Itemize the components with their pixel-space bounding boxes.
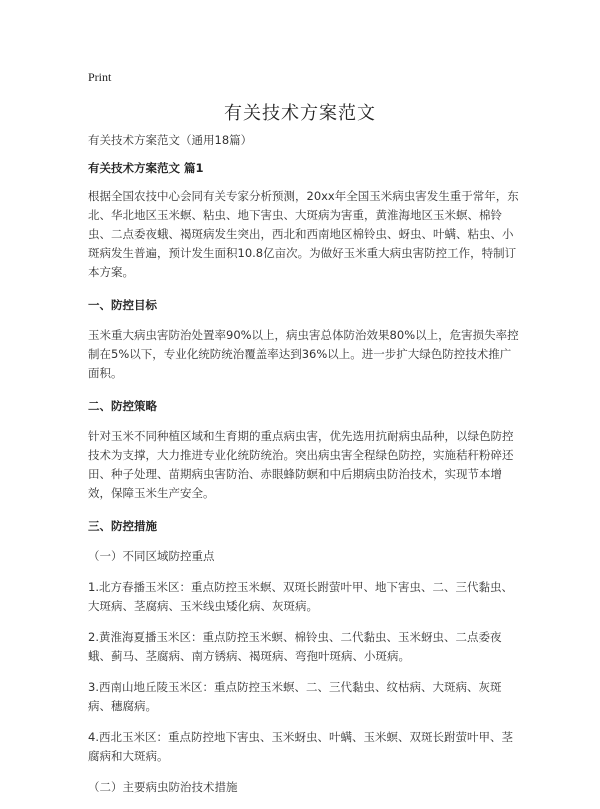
page-title: 有关技术方案范文 — [224, 103, 376, 124]
intro-paragraph: 根据全国农技中心会同有关专家分析预测，20xx年全国玉米病虫害发生重于常年，东北、华北地区玉米螟、粘虫、地下害虫、大斑病为害重，黄淮海地区玉米螟、棉铃虫、二点委夜蛾、褐斑病发生突出，西北和西南地区棉铃虫、蚜虫、叶螨、粘虫、小斑病发生普遍，预计发生面积10.8亿亩次。为做好玉米重大病虫害防控工作，特制订本方案。 — [88, 189, 519, 279]
list-item: 4.西北玉米区：重点防控地下害虫、玉米蚜虫、叶螨、玉米螟、双斑长跗萤叶甲、茎腐病和大斑病。 — [88, 730, 513, 763]
document-body — [88, 131, 520, 809]
document-subtitle: 有关技术方案范文（通用18篇） — [88, 133, 253, 147]
subsection-heading-regions: （一）不同区域防控重点 — [88, 549, 215, 563]
list-item: 2.黄淮海夏播玉米区：重点防控玉米螟、棉铃虫、二代黏虫、玉米蚜虫、二点委夜蛾、蓟马、茎腐病、南方锈病、褐斑病、弯孢叶斑病、小斑病。 — [88, 630, 502, 663]
article-heading: 有关技术方案范文 篇1 — [88, 161, 204, 175]
section-heading-measures: 三、防控措施 — [88, 519, 157, 533]
list-item: 3.西南山地丘陵玉米区：重点防控玉米螟、二、三代黏虫、纹枯病、大斑病、灰斑病、穗腐病。 — [88, 680, 502, 713]
section-heading-goals: 一、防控目标 — [88, 298, 157, 312]
list-item: 1.北方春播玉米区：重点防控玉米螟、双斑长跗萤叶甲、地下害虫、二、三代黏虫、大斑病、茎腐病、玉米线虫矮化病、灰斑病。 — [88, 580, 513, 613]
section-heading-strategy: 二、防控策略 — [88, 399, 157, 413]
subsection-heading-techniques: （二）主要病虫防治技术措施 — [88, 780, 238, 794]
print-link[interactable]: Print — [88, 70, 112, 84]
section-text-goals: 玉米重大病虫害防治处置率90%以上，病虫害总体防治效果80%以上，危害损失率控制在5%以下，专业化统防统治覆盖率达到36%以上。进一步扩大绿色防控技术推广面积。 — [88, 328, 519, 380]
section-text-strategy: 针对玉米不同种植区域和生育期的重点病虫害，优先选用抗耐病虫品种，以绿色防控技术为支撑，大力推进专业化统防统治。突出病虫害全程绿色防控，实施秸秆粉碎还田、种子处理、苗期病虫害防治、赤眼蜂防螟和中后期病虫防治技术，实现节本增效，保障玉米生产安全。 — [88, 429, 514, 500]
